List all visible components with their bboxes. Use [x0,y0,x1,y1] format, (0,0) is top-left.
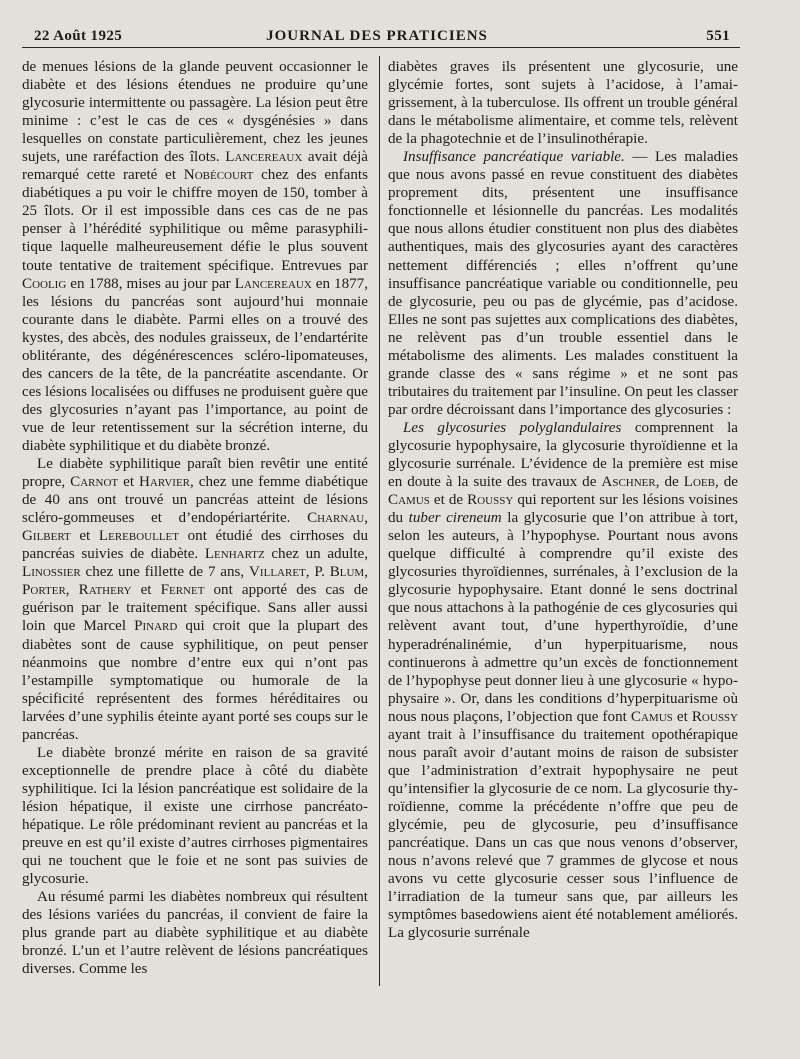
text-run: de menues lésions de la glande peuvent occasionner le diabète et des lésions étendues ne produire qu’une glycosurie intermittente ou passagère. La lésion peut être minime : c’est le cas de ces « dysgénésies » dans lesquelles on constate particulièrement, chez les jeunes sujets, une raréfaction des îlots. [22,59,368,166]
text-run: , [364,510,368,527]
text-run: ont étudié des cirrhoses du pancréas suivies de diabète. [22,528,368,563]
author-name: Porter [22,582,66,599]
author-name: Lenhartz [204,546,265,563]
author-name: Nobécourt [183,167,254,184]
text-run: , chez une femme diabétique de 40 ans ont trouvé un pancréas atteint de lésions scléro-gommeuses et d’endopériartérite. [22,474,368,527]
author-name: Rathery [78,582,132,599]
italic-text: tuber cireneum [408,510,502,527]
author-name: Blum [329,564,365,581]
author-name: Roussy [691,708,738,725]
right-column [388,58,738,942]
paragraph [22,744,368,888]
paragraph [388,148,738,419]
paragraph [22,888,368,978]
paragraph [388,419,738,942]
text-run: , [364,564,368,581]
author-name: Carnot [70,474,119,491]
author-name: Linossier [22,564,81,581]
author-name: Gilbert [22,528,71,545]
journal-title: JOURNAL DES PRATICIENS [266,28,488,44]
left-column [22,58,368,978]
italic-text: Les glycosuries polyglandulaires [403,419,622,436]
author-name: Loeb [683,474,715,491]
text-run: , [65,582,79,599]
paragraph [22,455,368,744]
text-run: Le diabète syphilitique paraît bien revêtir une entité propre, [22,456,368,491]
text-run: et [672,708,692,725]
text-run: diabètes graves ils présentent une glycosurie, une glycémie fortes, sont sujets à l’acidose, à l’amaigrissement, à la tuberculose. Ils offrent un trouble général dans le métabolisme alimentaire, et comme tels, relèvent de la phagotechnie et de l’insulinothérapie. [388,59,738,148]
running-header [24,24,730,46]
author-name: Aschner [601,474,656,491]
issue-date: 22 Août 1925 [34,28,123,44]
text-run: et de [429,492,468,509]
paragraph [388,58,738,148]
italic-text: Insuffisance pancréatique variable. [403,149,625,166]
header-rule [22,47,740,48]
text-run: Au résumé parmi les diabètes nombreux qui résultent des lésions variées du pancréas, il convient de faire la plus grande part au diabète syphilitique et au diabète bronzé. L’un et l’autre relèvent de lésions pancréatiques diverses. Comme les [22,889,368,978]
author-name: Villaret [249,564,306,581]
text-run: qui croit que la plupart des diabètes sont de cause syphilitique, on peut penser néanmoins que nombre d’entre eux qui n’ont pas l’estampille symptomatique ou humorale de la spécificité représentent des formes héréditaires ou larvées d’une syphilis éteinte ayant porté ses coups sur le pancréas. [22,618,368,743]
author-name: Camus [630,708,673,725]
text-run: la glycosurie que l’on attribue à tort, selon les auteurs, à l’hypophyse. Pourtant nous avons quelque difficulté à comprendre qu’il existe des glycosuries thyroïdiennes, surrénales, à l’exclusion de la glycosurie hypophysaire. Etant donné le sens doctrinal que nous attachons à la pathogénie de ces glycosuries qui relèvent avant tout, d’une hyperthyroïdie, d’une hyperadrénalinémie, d’un hyperpituarisme, nous continuerons à admettre qu’un excès de fonctionnement de l’hypophyse peut donner lieu à une glycosurie « hypophysaire ». Or, dans les conditions d’hyperpituarisme où nous nous plaçons, l’objection que font [388,510,738,725]
text-run: , de [714,474,738,491]
text-run: , de [655,474,684,491]
text-run: qui reportent sur les lésions voisines du [388,492,738,527]
text-run: avait déjà remarqué cette rareté et [22,149,368,184]
author-name: Lancereaux [234,275,312,292]
text-run: et [131,582,161,599]
column-divider [379,56,380,986]
text-run: en 1788, mises au jour par [66,275,235,292]
author-name: Roussy [467,492,514,509]
paragraph [22,58,368,455]
text-run: comprennent la glycosurie hypophysaire, la glycosurie thyroïdienne et la glycosurie surrénale. L’évidence de la première est mise en doute à la suite des travaux de [388,419,739,491]
text-run: et [118,474,140,491]
text-run: chez une fillette de 7 ans, [80,564,250,581]
text-run: — Les maladies que nous avons passé en revue constituent des diabètes proprement dits, présentent une insuffisance fonctionnelle et lésionnelle du pancréas. Les modalités que nous allons étudier constituent non plus des diabètes authentiques, mais des glycosuries ayant des caractères nettement différenciés ; elles n’offrent qu’une insuffisance pancréatique variable ou conditionnelle, peu de glycosurie, peu ou pas de glycémie, pas d’acidose. Elles ne sont pas sujettes aux complications des diabètes, ne relèvent pas d’un trouble essentiel dans le métabolisme des aliments. Les malades constituent la grande classe des « sans régime » et ne sont pas tributaires du traitement par l’insuline. On peut les classer par ordre décroissant dans l’importance des glycosuries : [388,149,738,418]
author-name: Lereboullet [98,528,179,545]
author-name: Camus [388,492,430,509]
text-run: chez un adulte, [264,546,368,563]
text-run: en 1877, les lésions du pancréas sont aujourd’hui monnaie courante dans le diabète. Parmi elles on a trouvé des kystes, des abcès, des nodules graisseux, de l’endartérite oblitérante, des dégénérescences scléro-lipomateuses, des cancers de la tête, de la pancréatite ascendante. Or ces lésions localisées ou diffuses ne produisent guère que des glycosuries n’ayant pas l’importance, au point de vue de leur retentissement sur la sécrétion interne, du diabète syphilitique et du diabète bronzé. [22,275,368,454]
author-name: Charnau [307,510,365,527]
author-name: Harvier [139,474,190,491]
text-run: chez des enfants diabétiques a pu voir le chiffre moyen de 150, tomber à 25 îlots. Or il est impossible dans ces cas de ne pas penser à l’hérédité syphilitique ou même parasyphilitique laquelle malheureusement défie le plus souvent toute tentative de traitement spécifique. Entrevues par [22,167,368,274]
author-name: Pinard [134,618,178,635]
author-name: Coolig [22,275,67,292]
text-run: , P. [305,564,330,581]
page-number: 551 [706,28,730,44]
author-name: Fernet [160,582,205,599]
text-run: ont apporté des cas de guérison par le traitement spécifique. Sans aller aussi loin que Marcel [22,582,368,635]
author-name: Lancereaux [225,149,303,166]
text-run: et [70,528,99,545]
text-run: Le diabète bronzé mérite en raison de sa gravité exceptionnelle de prendre place à côté du diabète syphilitique. Ici la lésion pancréatique est solidaire de la lésion hépatique, il existe une cirrhose pancréato-hépatique. Le rôle prédominant revient au pancréas et la preuve en est qu’il existe d’autres cirrhoses pigmentaires qui ne touchent que le foie et ne sont pas suivies de glycosurie. [22,744,368,888]
text-run: ayant trait à l’insuffisance du traitement opothérapique nous paraît avoir d’autant moins de raison de subsister que l’administration d’extrait hypophysaire ne peut qu’intensifier la glycosurie de ce nom. La glycosurie thyroïdienne, comme la précédente n’offre que peu de glycémie, peu de glycosurie, peu d’insuffisance pancréatique. Dans un cas que nous venons d’observer, nous n’avons relevé que 7 grammes de glycose et nous avons vu cette glycosurie cesser sous l’influence de l’irradiation de la tumeur sans que, par ailleurs les symptômes basedowiens aient été notablement améliorés. La glycosurie surrénale [388,726,738,942]
